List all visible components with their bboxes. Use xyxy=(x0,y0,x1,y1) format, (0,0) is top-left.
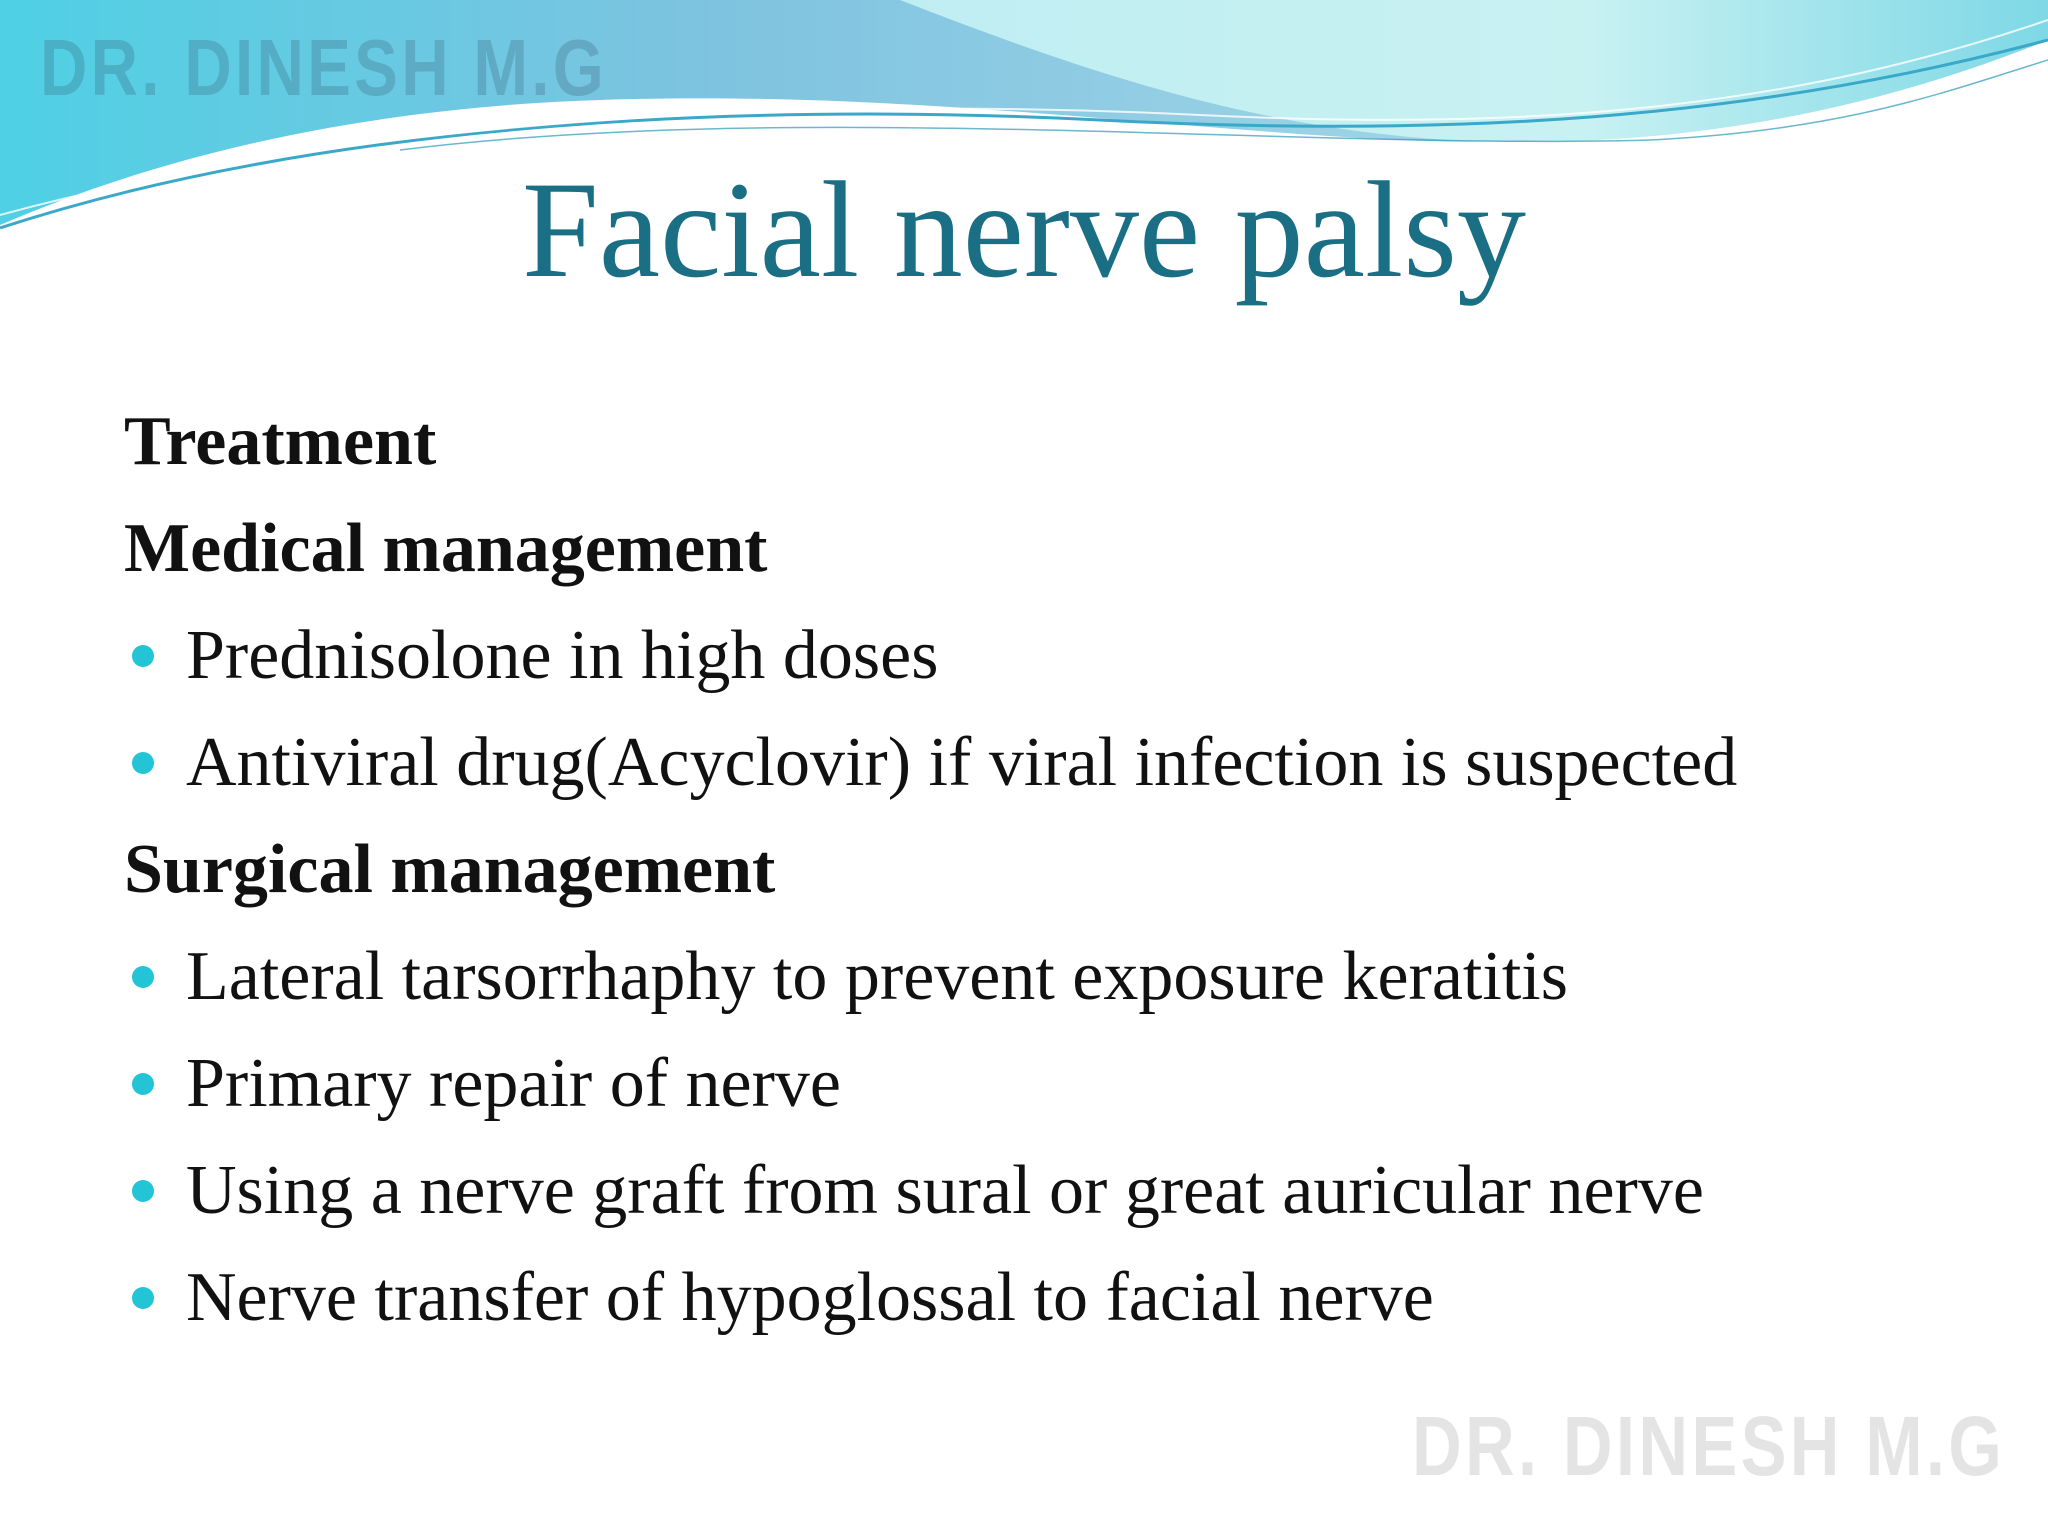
bullet-icon xyxy=(132,645,154,667)
medical-management-heading: Medical management xyxy=(124,510,768,587)
slide-content xyxy=(124,388,1984,1351)
slide-title: Facial nerve palsy xyxy=(522,153,1526,306)
list-item xyxy=(124,602,1984,709)
watermark-top: DR. DINESH M.G xyxy=(40,23,608,112)
list-item xyxy=(124,1030,1984,1137)
bullet-icon xyxy=(132,1287,154,1309)
treatment-heading: Treatment xyxy=(124,403,437,480)
watermark-bottom: DR. DINESH M.G xyxy=(1412,1399,2006,1493)
bullet-icon xyxy=(132,1180,154,1202)
list-item-text: Primary repair of nerve xyxy=(186,1045,841,1122)
list-item xyxy=(124,1244,1984,1351)
bullet-icon xyxy=(132,966,154,988)
list-item-text: Using a nerve graft from sural or great auricular nerve xyxy=(186,1152,1704,1229)
bullet-icon xyxy=(132,752,154,774)
list-item xyxy=(124,709,1984,816)
list-item-text: Lateral tarsorrhaphy to prevent exposure keratitis xyxy=(186,938,1568,1015)
bullet-icon xyxy=(132,1073,154,1095)
list-item-text: Prednisolone in high doses xyxy=(186,617,939,694)
list-item-text: Nerve transfer of hypoglossal to facial nerve xyxy=(186,1259,1434,1336)
list-item xyxy=(124,1137,1984,1244)
list-item xyxy=(124,923,1984,1030)
list-item-text: Antiviral drug(Acyclovir) if viral infection is suspected xyxy=(186,724,1738,801)
surgical-management-heading: Surgical management xyxy=(124,831,776,908)
